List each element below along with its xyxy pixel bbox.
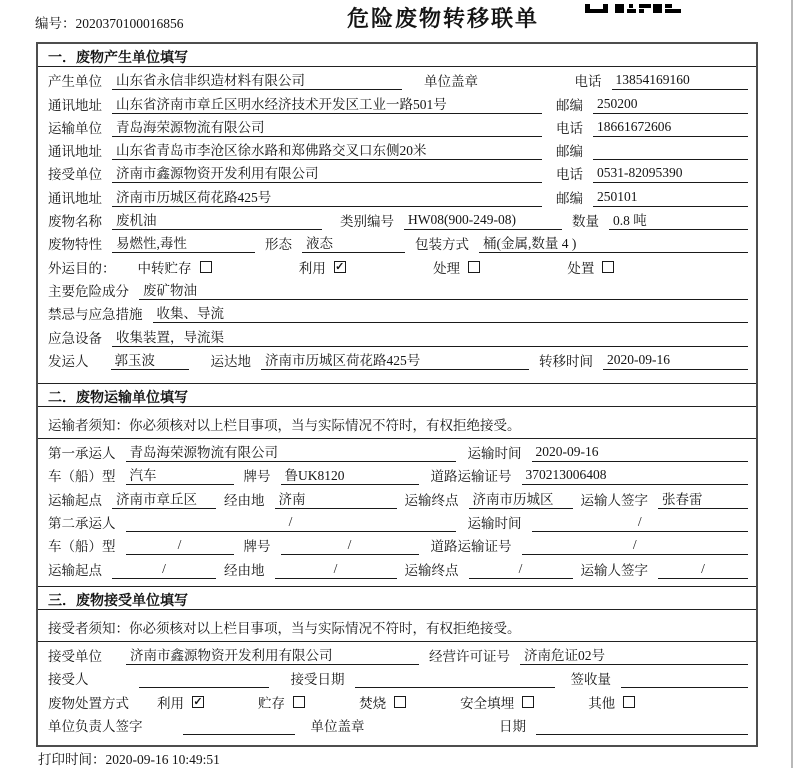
form-row xyxy=(48,557,748,580)
page-edge-line xyxy=(791,0,793,768)
field-label: 禁忌与应急措施 xyxy=(48,307,143,323)
field-value: 汽车 xyxy=(126,464,234,485)
form-row xyxy=(48,209,748,232)
field-value xyxy=(183,717,295,735)
field-label: 经由地 xyxy=(224,562,265,578)
print-time-label: 打印时间： xyxy=(38,752,106,767)
field-value: 250200 xyxy=(593,96,748,114)
field-value: HW08(900-249-08) xyxy=(404,212,562,230)
field-value xyxy=(536,717,748,735)
field-label: 接受日期 xyxy=(290,672,345,688)
serial-value: 2020370100016856 xyxy=(75,16,184,31)
field-label: 数量 xyxy=(572,214,599,230)
form-row xyxy=(48,325,748,348)
field-label: 车（船）型 xyxy=(48,539,116,555)
checked-checkbox-icon: ✓ xyxy=(335,260,345,273)
field-value: 郭玉波 xyxy=(111,349,189,370)
checkbox-label: 其他 xyxy=(588,695,616,711)
field-value: 废矿物油 xyxy=(139,279,748,300)
checked-checkbox-icon: ✓ xyxy=(193,695,203,708)
checkbox-label: 中转贮存 xyxy=(137,260,192,276)
field-value: 易燃性,毒性 xyxy=(112,232,255,253)
section-note: 接受者须知：你必须核对以上栏目事项，当与实际情况不符时，有权拒绝接受。 xyxy=(38,610,756,642)
field-label: 第一承运人 xyxy=(48,446,116,462)
page-title: 危险废物转移联单 xyxy=(346,6,540,31)
field-value: 济南 xyxy=(275,488,397,509)
field-label: 运达地 xyxy=(210,353,251,369)
field-value: 鲁UK8120 xyxy=(281,464,419,485)
field-value: 济南危证02号 xyxy=(520,644,748,665)
field-value: / xyxy=(522,537,749,555)
field-label: 经营许可证号 xyxy=(429,648,510,664)
field-label: 外运目的： xyxy=(48,260,116,276)
form-row xyxy=(48,139,748,162)
unchecked-checkbox-icon xyxy=(293,696,305,708)
field-value: 250101 xyxy=(593,189,748,207)
field-value: / xyxy=(126,537,234,555)
field-label: 通讯地址 xyxy=(48,190,102,206)
field-label: 运输时间 xyxy=(467,516,522,532)
field-value xyxy=(621,670,748,688)
form-row xyxy=(48,69,748,92)
field-label: 牌号 xyxy=(243,469,271,485)
form-row xyxy=(48,534,748,557)
checkbox-label: 处理 xyxy=(433,260,461,276)
serial-number xyxy=(35,12,184,32)
form-row xyxy=(48,92,748,115)
form-row xyxy=(48,162,748,185)
field-label: 包装方式 xyxy=(415,237,469,253)
field-label: 废物特性 xyxy=(48,237,102,253)
field-value: / xyxy=(126,514,456,532)
checkbox-field xyxy=(460,692,534,712)
field-label: 日期 xyxy=(499,718,526,734)
checkbox-field xyxy=(299,257,346,277)
field-label: 单位负责人签字 xyxy=(48,718,143,734)
section-heading: 三．废物接受单位填写 xyxy=(38,587,756,610)
print-time-value: 2020-09-16 10:49:51 xyxy=(105,752,220,767)
print-time xyxy=(38,748,220,768)
section-heading: 二．废物运输单位填写 xyxy=(38,384,756,407)
field-label: 第二承运人 xyxy=(48,516,116,532)
field-label: 道路运输证号 xyxy=(430,469,512,485)
field-label: 运输终点 xyxy=(404,562,459,578)
unchecked-checkbox-icon xyxy=(394,696,406,708)
field-value: 青岛海荣源物流有限公司 xyxy=(112,116,542,137)
checkbox-label: 贮存 xyxy=(258,695,286,711)
field-label: 运输人签字 xyxy=(580,492,648,508)
checkbox-label: 处置 xyxy=(567,260,595,276)
field-label: 邮编 xyxy=(556,97,583,113)
section-heading: 一．废物产生单位填写 xyxy=(38,44,756,67)
field-value: 0531-82095390 xyxy=(593,165,748,183)
field-value: 济南市历城区荷花路425号 xyxy=(112,186,542,207)
field-label: 形态 xyxy=(265,237,292,253)
checkbox-label: 利用 xyxy=(157,695,184,711)
field-value: 收集、导流 xyxy=(153,302,749,323)
section-note: 运输者须知：你必须核对以上栏目事项，当与实际情况不符时，有权拒绝接受。 xyxy=(38,407,756,439)
unchecked-checkbox-icon xyxy=(522,696,534,708)
field-value: 废机油 xyxy=(112,209,322,230)
qr-code-icon xyxy=(585,0,681,18)
field-label: 转移时间 xyxy=(539,353,593,369)
field-value: 370213006408 xyxy=(522,467,749,485)
field-value: 青岛海荣源物流有限公司 xyxy=(126,441,456,462)
field-value: 2020-09-16 xyxy=(603,352,748,370)
field-value: 山东省青岛市李沧区徐水路和郑佛路交叉口东侧20米 xyxy=(112,139,542,160)
field-label: 类别编号 xyxy=(340,214,394,230)
field-label: 车（船）型 xyxy=(48,469,116,485)
form-row xyxy=(48,349,748,372)
field-label: 运输起点 xyxy=(48,492,102,508)
field-label: 单位盖章 xyxy=(310,718,365,734)
checkbox-field xyxy=(258,692,305,712)
checkbox-field xyxy=(359,692,406,712)
field-value: 18661672606 xyxy=(593,119,748,137)
field-value: 山东省济南市章丘区明水经济技术开发区工业一路501号 xyxy=(112,93,542,114)
form-row xyxy=(48,667,748,690)
field-label: 废物名称 xyxy=(48,214,102,230)
field-value: / xyxy=(469,561,573,579)
manifest-form-table xyxy=(36,42,758,747)
field-label: 运输时间 xyxy=(467,446,522,462)
field-value: 济南市章丘区 xyxy=(112,488,216,509)
checkbox-field xyxy=(567,257,614,277)
field-value: 液态 xyxy=(302,232,405,253)
checkbox-field xyxy=(157,692,204,712)
form-row xyxy=(48,487,748,510)
field-label: 道路运输证号 xyxy=(430,539,512,555)
field-value: 山东省永信非织造材料有限公司 xyxy=(112,69,402,90)
field-label: 废物处置方式 xyxy=(48,695,129,711)
field-value: 济南市鑫源物资开发利用有限公司 xyxy=(126,644,419,665)
field-label: 邮编 xyxy=(556,190,583,206)
field-value: 13854169160 xyxy=(612,72,749,90)
field-value: 济南市历城区 xyxy=(469,488,573,509)
unchecked-checkbox-icon xyxy=(468,261,480,273)
field-label: 通讯地址 xyxy=(48,97,102,113)
field-value: / xyxy=(275,561,397,579)
field-value: / xyxy=(532,514,749,532)
form-row xyxy=(48,644,748,667)
form-row xyxy=(48,464,748,487)
field-value: / xyxy=(281,537,419,555)
form-row xyxy=(48,302,748,325)
checkbox-field xyxy=(138,257,212,277)
unchecked-checkbox-icon xyxy=(200,261,212,273)
unchecked-checkbox-icon xyxy=(602,261,614,273)
field-label: 经由地 xyxy=(224,492,265,508)
field-label: 签收量 xyxy=(570,672,611,688)
field-value: 0.8 吨 xyxy=(609,209,748,230)
field-value: 张春雷 xyxy=(658,488,748,509)
field-label: 接受单位 xyxy=(48,167,102,183)
serial-label: 编号： xyxy=(35,16,76,31)
field-value xyxy=(139,670,269,688)
form-row xyxy=(48,279,748,302)
form-row xyxy=(48,255,748,278)
field-value: 桶(金属,数量 4 ) xyxy=(479,232,748,253)
field-label: 邮编 xyxy=(556,144,583,160)
form-row xyxy=(48,511,748,534)
field-label: 运输人签字 xyxy=(580,562,648,578)
form-row xyxy=(48,185,748,208)
form-section xyxy=(38,586,756,745)
field-label: 运输起点 xyxy=(48,562,102,578)
checkbox-label: 焚烧 xyxy=(359,695,387,711)
checkbox-label: 利用 xyxy=(298,260,326,276)
checkbox-label: 安全填埋 xyxy=(460,695,515,711)
checkbox-field xyxy=(588,692,635,712)
field-label: 接受人 xyxy=(48,672,89,688)
field-value xyxy=(355,670,555,688)
field-value xyxy=(593,142,748,160)
field-value: 2020-09-16 xyxy=(532,444,749,462)
field-label: 通讯地址 xyxy=(48,144,102,160)
field-value: 济南市历城区荷花路425号 xyxy=(261,349,529,370)
form-section xyxy=(38,44,756,383)
form-row xyxy=(48,714,748,737)
unchecked-checkbox-icon xyxy=(623,696,635,708)
field-label: 电话 xyxy=(556,167,583,183)
field-label: 主要危险成分 xyxy=(48,283,129,299)
field-label: 产生单位 xyxy=(48,74,102,90)
field-value: / xyxy=(658,561,748,579)
field-label: 单位盖章 xyxy=(424,74,478,90)
form-row xyxy=(48,441,748,464)
field-value: / xyxy=(112,561,216,579)
field-label: 应急设备 xyxy=(48,330,102,346)
form-row xyxy=(48,232,748,255)
form-row xyxy=(48,116,748,139)
field-label: 运输单位 xyxy=(48,120,102,136)
form-section xyxy=(38,383,756,586)
field-label: 接受单位 xyxy=(48,648,102,664)
field-value: 收集装置，导流渠 xyxy=(112,326,748,347)
field-value: 济南市鑫源物资开发利用有限公司 xyxy=(112,162,542,183)
field-label: 牌号 xyxy=(243,539,271,555)
field-label: 电话 xyxy=(556,120,583,136)
checkbox-field xyxy=(433,257,480,277)
field-label: 电话 xyxy=(574,74,602,90)
field-label: 运输终点 xyxy=(404,492,459,508)
field-label: 发运人 xyxy=(48,353,89,369)
form-row xyxy=(48,690,748,713)
